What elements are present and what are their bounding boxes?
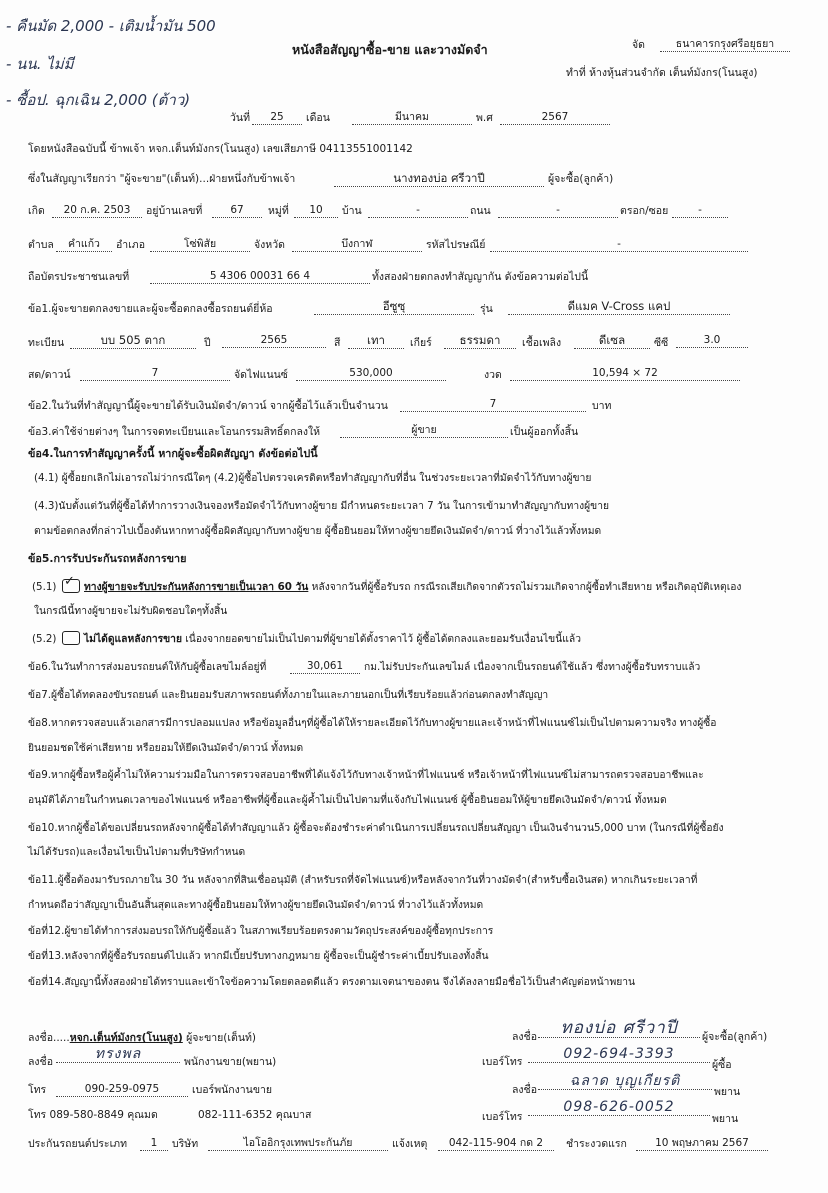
year-value: 2565 [222,333,326,348]
clause-4-title: ข้อ4.ในการทำสัญญาครั้งนี้ หากผู้จะซื้อผิดสัญญา ดังข้อต่อไปนี้ [28,447,318,460]
clause-5-2-text: ไม่ได้ดูแลหลังการขาย เนื่องจากยอดขายไม่เป็นไปตามที่ผู้ขายได้ตั้งราคาไว้ ผู้ซื้อได้ตกลงและยอมรับเงื่อนไขนี้แล้ว [84,633,581,645]
clause-5-2-num: (5.2) [32,633,57,645]
moo-label: หมู่ที่ [268,205,289,217]
made-at: ทำที่ ห้างหุ้นส่วนจำกัด เต็นท์มังกร(โนนสูง) [566,67,758,79]
moo-value: 10 [294,203,338,218]
installment-value: 10,594 × 72 [510,366,740,381]
clause-11-b: กำหนดถือว่าสัญญาเป็นอันสิ้นสุดและทางผู้ซื้อยินยอมให้ทางผู้ขายยึดเงินมัดจำ/ดาวน์ ที่วางไว้แล้วทั้งหมด [28,899,484,911]
notify-value: 042-115-904 กด 2 [438,1136,554,1151]
clause-5-1-b: ในกรณีนี้ทางผู้ขายจะไม่รับผิดชอบใดๆทั้งสิ้น [34,605,228,617]
year-label: พ.ศ [476,112,493,124]
down-value: 7 [80,366,230,381]
staff-signature: ทรงพล [56,1047,180,1063]
soi-value: - [672,203,728,218]
insurance-company: ไอโออิกรุงเทพประกันภัย [208,1136,388,1151]
postal-value: - [490,237,748,252]
year-label: ปี [204,337,211,349]
clause-10-a: ข้อ10.หากผู้ซื้อได้ขอเปลี่ยนรถหลังจากผู้ซื้อได้ทำสัญญาแล้ว ผู้ซื้อจะต้องชำระค่าดำเนินการเปลี่ยนรถเปลี่ยนสัญญา เป็นเงินจำนวน5,000 บาท (ในกรณีที่ผู้ซื้อยัง [28,822,724,834]
clause-6-a: ข้อ6.ในวันทำการส่งมอบรถยนต์ให้กับผู้ซื้อเลขไมล์อยู่ที่ [28,661,267,673]
buyer-sign-label: ลงชื่อ [512,1031,537,1043]
handwritten-note-2: - นน. ไม่มี [6,55,74,73]
check-mark-icon: ✓ [64,574,75,589]
amphoe-value: โซ่พิสัย [150,237,250,252]
fee-payer: ผู้ขาย [340,423,508,438]
mileage-value: 30,061 [290,659,360,674]
finance-value: 530,000 [296,366,446,381]
clause-13: ข้อที่13.หลังจากที่ผู้ซื้อรับรถยนต์ไปแล้ว หากมีเบี้ยปรับทางกฎหมาย ผู้ซื้อจะเป็นผู้ชำระค่าเบี้ยปรับเองทั้งสิ้น [28,950,489,962]
tel-role: เบอร์พนักงานขาย [192,1084,273,1096]
clause-5-title: ข้อ5.การรับประกันรถหลังการขาย [28,552,187,565]
staff-role: พนักงานขาย(พยาน) [184,1056,277,1068]
intro-text: โดยหนังสือฉบับนี้ ข้าพเจ้า หจก.เต็นท์มังกร(โนนสูง) เลขเสียภาษี 04113551001142 [28,143,413,155]
clause-2-label: ข้อ2.ในวันที่ทำสัญญานี้ผู้จะขายได้รับเงินมัดจำ/ดาวน์ จากผู้ซื้อไว้แล้วเป็นจำนวน [28,400,388,412]
clause-3-label: ข้อ3.ค่าใช้จ่ายต่างๆ ในการจดทะเบียนและโอนกรรมสิทธิ์ตกลงให้ [28,426,321,438]
gear-value: ธรรมดา [444,333,516,349]
road-value: - [498,203,618,218]
car-brand: อีซูซุ [314,299,474,315]
notify-label: แจ้งเหตุ [392,1138,428,1150]
ban-value: - [368,203,468,218]
witness-sign-label: ลงชื่อ [512,1084,537,1096]
soi-label: ตรอก/ซอย [620,205,669,217]
id-suffix: ทั้งสองฝ่ายตกลงทำสัญญากัน ดังข้อความต่อไปนี้ [372,271,589,283]
seller-line: ซึ่งในสัญญาเรียกว่า "ผู้จะขาย"(เต็นท์)...ฝ่ายหนึ่งกับข้าพเจ้า [28,173,296,185]
down-label: สด/ดาวน์ [28,369,71,381]
seller-signature-line: ลงชื่อ.....หจก.เต็นท์มังกร(โนนสูง) ผู้จะขาย(เต็นท์) [28,1032,257,1044]
at-value: ธนาคารกรุงศรีอยุธยา [660,37,790,52]
clause-14: ข้อที่14.สัญญานี้ทั้งสองฝ่ายได้ทราบและเข้าใจข้อความโดยตลอดดีแล้ว ตรงตามเจตนาของตน จึงได้ลงลายมือชื่อไว้เป็นสำคัญต่อหน้าพยาน [28,976,636,988]
contact-2: 082-111-6352 คุณบาส [198,1109,312,1121]
birth-value: 20 ก.ค. 2503 [52,203,142,218]
plate-label: ทะเบียน [28,337,65,349]
tel-label: โทร [28,1084,47,1096]
buyer-phone: 092-694-3393 [528,1047,710,1063]
cc-label: ซีซี [654,337,669,349]
color-label: สี [334,337,341,349]
fuel-value: ดีเซล [574,333,650,349]
tambon-label: ตำบล [28,239,54,251]
insurance-type: 1 [140,1136,168,1151]
cc-value: 3.0 [676,333,748,348]
province-value: บึงกาฬ [292,237,422,252]
clause-4-3b: ตามข้อตกลงที่กล่าวไปเบื้องต้นหากทางผู้ซื้อผิดสัญญากับทางผู้ขาย ผู้ซื้อยินยอมให้ทางผู้ขายยึดเงินมัดจำ/ดาวน์ ที่วางไว้แล้วทั้งหมด [34,525,602,537]
insurance-company-label: บริษัท [172,1138,199,1150]
house-no: 67 [212,203,262,218]
id-label: ถือบัตรประชาชนเลขที่ [28,271,130,283]
witness-role: พยาน [714,1086,741,1098]
model-label: รุ่น [480,303,493,315]
staff-sign-label: ลงชื่อ [28,1056,53,1068]
clause-8-b: ยินยอมชดใช้ค่าเสียหาย หรือยอมให้ยึดเงินมัดจำ/ดาวน์ ทั้งหมด [28,742,304,754]
clause-3-suffix: เป็นผู้ออกทั้งสิ้น [510,426,579,438]
deposit-value: 7 [400,397,586,412]
at-label: จัด [632,39,645,51]
clause-12: ข้อที่12.ผู้ขายได้ทำการส่งมอบรถให้กับผู้ซื้อแล้ว ในสภาพเรียบร้อยตรงตามวัตถุประสงค์ของผู้ซื้อทุกประการ [28,925,494,937]
clause-1-label: ข้อ1.ผู้จะขายตกลงขายและผู้จะซื้อตกลงซื้อรถยนต์ยี่ห้อ [28,303,273,315]
road-label: ถนน [470,205,491,217]
handwritten-note-1: - คืนมัด 2,000 - เติมน้ำมัน 500 [6,17,216,35]
clause-7: ข้อ7.ผู้ซื้อได้ทดลองขับรถยนต์ และยินยอมรับสภาพรถยนต์ทั้งภายในและภายนอกเป็นที่เรียบร้อยแล้วก่อนตกลงทำสัญญา [28,689,549,701]
plate-value: บบ 505 ตาก [70,333,196,349]
id-value: 5 4306 00031 66 4 [150,269,370,284]
buyer-name: นางทองบ่อ ศรีวาปี [334,171,544,187]
clause-5-1-num: (5.1) [32,581,57,593]
clause-2-suffix: บาท [592,400,612,412]
color-value: เทา [348,333,404,349]
first-payment-label: ชำระงวดแรก [566,1138,627,1150]
finance-label: จัดไฟแนนซ์ [234,369,288,381]
contact-1: โทร 089-580-8849 คุณมด [28,1109,158,1121]
witness-signature: ฉลาด บุญเกียรติ [538,1074,712,1090]
clause-6-b: กม.ไม่รับประกันเลขไมล์ เนื่องจากเป็นรถยนต์ใช้แล้ว ซึ่งทางผู้ซื้อรับทราบแล้ว [364,661,701,673]
document-title: หนังสือสัญญาซื้อ-ขาย และวางมัดจำ [292,42,488,57]
clause-9-b: อนุมัติได้ภายในกำหนดเวลาของไฟแนนซ์ หรืออาชีพที่ผู้ซื้อและผู้ค้ำไม่เป็นไปตามที่แจ้งกับไฟแนนซ์ ผู้ซื้อยินยอมให้ผู้ขายยึดเงินมัดจำ/ดาวน์ ทั้งหมด [28,794,667,806]
year-value: 2567 [500,110,610,125]
clause-4-1: (4.1) ผู้ซื้อยกเลิกไม่เอารถไม่ว่ากรณีใดๆ (4.2)ผู้ซื้อไปตรวจเครดิตหรือทำสัญญากับที่อื่น ในช่วงระยะเวลาที่มัดจำไว้กับทางผู้ขาย [34,472,592,484]
clause-9-a: ข้อ9.หากผู้ซื้อหรือผู้ค้ำไม่ให้ความร่วมมือในการตรวจสอบอาชีพที่ได้แจ้งไว้กับทางเจ้าหน้าที่ไฟแนนซ์ หรือเจ้าหน้าที่ไฟแนนซ์ไม่สามารถตรวจสอบอาชีพและ [28,769,704,781]
buyer-role: ผู้จะซื้อ(ลูกค้า) [702,1031,768,1043]
buyer-phone-label: เบอร์โทร [482,1056,523,1068]
witness-phone-role: พยาน [712,1113,739,1125]
birth-label: เกิด [28,205,45,217]
postal-label: รหัสไปรษณีย์ [426,239,486,251]
month-label: เดือน [306,112,330,124]
tambon-value: คำแก้ว [56,237,112,252]
amphoe-label: อำเภอ [116,239,146,251]
car-model: ดีแมค V-Cross แคป [508,299,730,315]
date-day: 25 [252,110,302,125]
buyer-signature: ทองบ่อ ศรีวาปี [538,1021,700,1038]
clause-8-a: ข้อ8.หากตรวจสอบแล้วเอกสารมีการปลอมแปลง หรือข้อมูลอื่นๆที่ผู้ซื้อได้ให้รายละเอียดไว้กับทางผู้ขายและเจ้าหน้าที่ไฟแนนซ์ไม่เป็นไปตามความจริง ทางผู้ซื้อ [28,717,717,729]
village-label: อยู่บ้านเลขที่ [146,205,203,217]
witness-phone: 098-626-0052 [528,1100,710,1116]
month-value: มีนาคม [352,110,472,125]
province-label: จังหวัด [254,239,285,251]
buyer-phone-role: ผู้ซื้อ [712,1059,732,1071]
no-warranty-checkbox[interactable] [62,631,80,645]
clause-11-a: ข้อ11.ผู้ซื้อต้องมารับรถภายใน 30 วัน หลังจากที่สินเชื่ออนุมัติ (สำหรับรถที่จัดไฟแนนซ์)หรือหลังจากวันที่วางมัดจำ(สำหรับซื้อเงินสด) หากเกินระยะเวลาที่ [28,874,698,886]
handwritten-note-3: - ซื้อป. ฉุกเฉิน 2,000 (ต้าว) [6,91,191,109]
installment-label: งวด [484,369,502,381]
gear-label: เกียร์ [410,337,432,349]
buyer-suffix: ผู้จะซื้อ(ลูกค้า) [548,173,614,185]
ban-label: บ้าน [342,205,362,217]
date-label: วันที่ [230,112,250,124]
clause-5-1-text: ทางผู้ขายจะรับประกันหลังการขายเป็นเวลา 60 วัน หลังจากวันที่ผู้ซื้อรับรถ กรณีรถเสียเกิดจากตัวรถไม่รวมเกิดจากผู้ซื้อทำเสียหาย หรือเกิดอุบัติเหตุเอง [84,581,742,593]
staff-tel: 090-259-0975 [56,1082,188,1097]
first-payment-value: 10 พฤษภาคม 2567 [636,1136,768,1151]
clause-4-3a: (4.3)นับตั้งแต่วันที่ผู้ซื้อได้ทำการวางเงินจองหรือมัดจำไว้กับทางผู้ขาย มีกำหนดระยะเวลา 7 วัน ในการเข้ามาทำสัญญากับทางผู้ขาย [34,500,610,512]
clause-10-b: ไม่ได้รับรถ)และเงื่อนไขเป็นไปตามที่บริษัทกำหนด [28,846,246,858]
fuel-label: เชื้อเพลิง [522,337,562,349]
witness-phone-label: เบอร์โทร [482,1111,523,1123]
insurance-label: ประกันรถยนต์ประเภท [28,1138,128,1150]
